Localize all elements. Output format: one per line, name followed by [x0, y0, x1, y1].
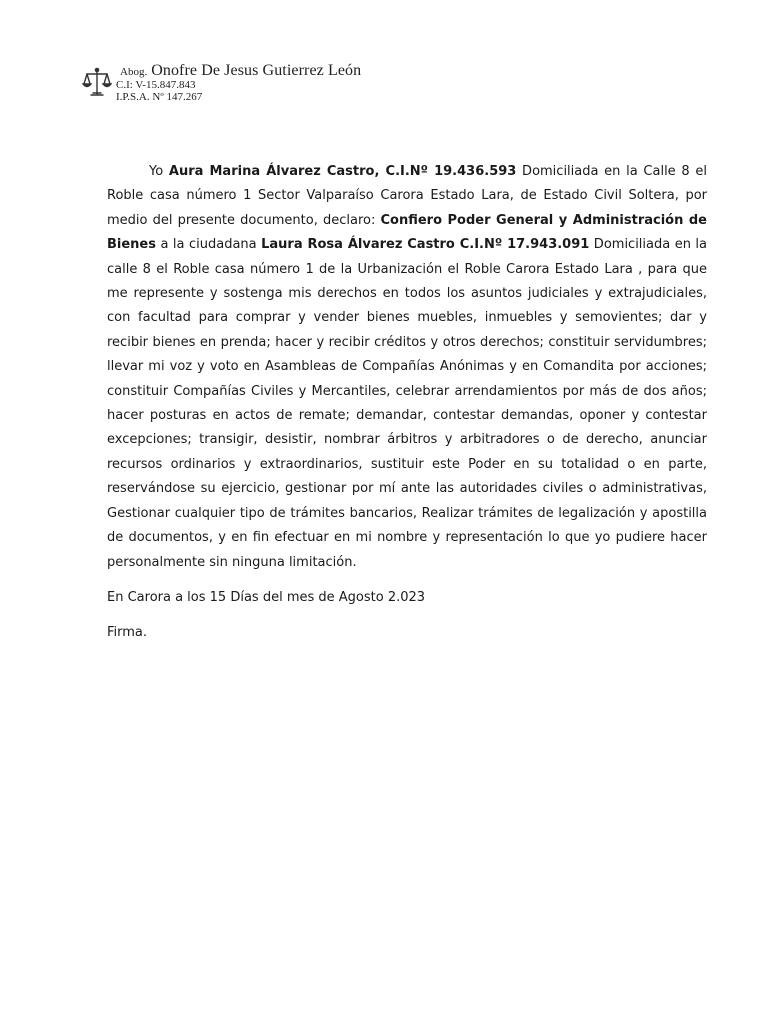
letterhead	[82, 62, 422, 106]
powers-text: Domiciliada en la calle 8 el Roble casa número 1 de la Urbanización el Roble Carora Estado Lara , para que me represente y sostenga mis derechos en todos los asuntos judiciales y extrajudiciales, con facultad para comprar y vender bienes muebles, inmuebles y semovientes; dar y recibir bienes en prenda; hacer y recibir créditos y otros derechos; constituir servidumbres; llevar mi voz y voto en Asambleas de Compañías Anónimas y en Comandita por acciones; constituir Compañías Civiles y Mercantiles, celebrar arrendamientos por más de dos años; hacer posturas en actos de remate; demandar, contestar demandas, oponer y contestar excepciones; transigir, desistir, nombrar árbitros y arbitradores o de derecho, anunciar recursos ordinarios y extraordinarios, sustituir este Poder en su totalidad o en parte, reservándose su ejercicio, gestionar por mí ante las autoridades civiles o administrativas, Gestionar cualquier tipo de trámites bancarios, Realizar trámites de legalización y apostilla de documentos, y en fin efectuar en mi nombre y representación lo que yo pudiere hacer personalmente sin ninguna limitación.	[107, 237, 707, 570]
letterhead-name: Onofre De Jesus Gutierrez León	[151, 62, 362, 79]
recipient-intro: a la ciudadana	[156, 237, 262, 253]
power-type: Confiero Poder General y Administración de Bienes	[107, 212, 707, 253]
letterhead-ipsa: I.P.S.A. Nº 147.267	[116, 91, 203, 103]
grantee-name: Laura Rosa Álvarez Castro C.I.Nº 17.943.091	[261, 237, 590, 253]
date-line: En Carora a los 15 Días del mes de Agosto 2.023	[107, 589, 426, 605]
document-body	[107, 160, 707, 646]
intro-text: Yo	[149, 164, 169, 179]
scales-of-justice-icon	[82, 66, 112, 98]
grantor-name: Aura Marina Álvarez Castro, C.I.Nº 19.436.593	[168, 164, 517, 179]
letterhead-ci: C.I: V-15.847.843	[116, 79, 196, 91]
main-paragraph	[107, 160, 707, 575]
grantor-address: Domiciliada en la Calle 8 el Roble casa número 1 Sector Valparaíso Carora Estado Lara, de Estado Civil Soltera, por medio del presente documento, declaro:	[107, 164, 707, 228]
signature-label: Firma.	[107, 625, 148, 641]
letterhead-name-line	[120, 62, 361, 80]
letterhead-title: Abog.	[120, 66, 148, 78]
